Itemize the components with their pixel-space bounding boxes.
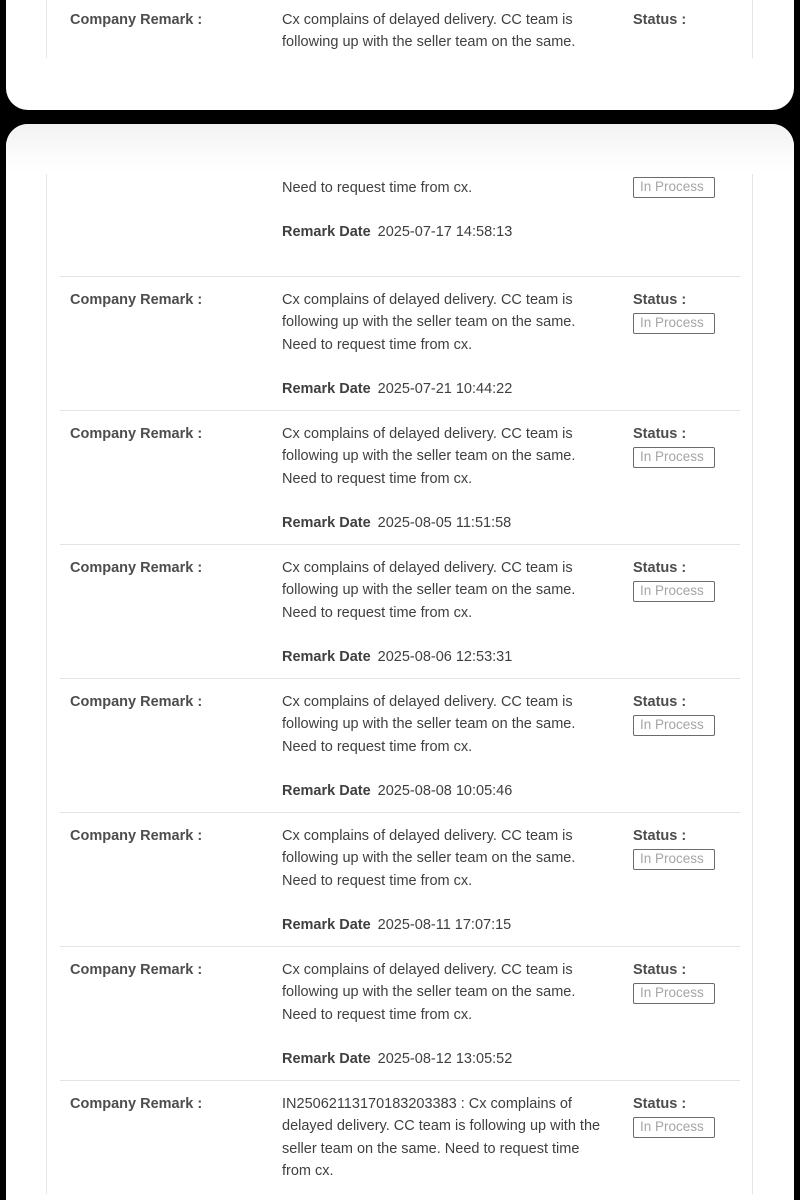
remark-date-label: Remark Date <box>282 917 371 933</box>
status-badge: In Process <box>633 849 715 870</box>
company-remark-label: Company Remark : <box>70 560 203 576</box>
table-border-left <box>46 0 47 58</box>
status-label: Status : <box>633 292 687 308</box>
remark-date <box>282 1051 512 1067</box>
remark-date-label: Remark Date <box>282 224 371 240</box>
status-badge: In Process <box>633 1117 715 1138</box>
remark-text: Cx complains of delayed delivery. CC team is following up with the seller team on the same. Need to request time from cx. <box>282 292 576 353</box>
card-header-fade <box>6 124 794 174</box>
status-badge: In Process <box>633 177 715 198</box>
remark-date-value: 2025-08-08 10:05:46 <box>377 783 513 799</box>
remark-text: Cx complains of delayed delivery. CC team is following up with the seller team on the same. Need to request time from cx. <box>282 694 576 755</box>
remark-text: IN25062113170183203383 : Cx complains of delayed delivery. CC team is following up with the seller team on the same. Need to request time from cx. <box>282 1096 601 1179</box>
remark-date <box>282 783 512 799</box>
remark-text: Need to request time from cx. <box>282 180 473 196</box>
remark-text: Cx complains of delayed delivery. CC team is following up with the seller team on the same. Need to request time from cx. <box>282 962 576 1023</box>
status-badge: In Process <box>633 715 715 736</box>
remark-row <box>60 277 740 411</box>
remark-date-label: Remark Date <box>282 783 371 799</box>
table-border-right <box>752 174 753 1194</box>
remark-date-value: 2025-08-11 17:07:15 <box>377 917 512 933</box>
remark-date-label: Remark Date <box>282 515 371 531</box>
remark-date-value: 2025-07-21 10:44:22 <box>377 381 513 397</box>
status-label: Status : <box>633 694 687 710</box>
remark-row <box>60 411 740 545</box>
remark-date <box>282 381 512 397</box>
remark-date-label: Remark Date <box>282 649 371 665</box>
company-remark-label: Company Remark : <box>70 962 203 978</box>
remark-date <box>282 515 511 531</box>
remark-text: Cx complains of delayed delivery. CC team is following up with the seller team on the same. Need to request time from cx. <box>282 560 576 621</box>
remark-text: Cx complains of delayed delivery. CC team is following up with the seller team on the same. <box>282 12 576 51</box>
status-badge: In Process <box>633 447 715 468</box>
remark-date-label: Remark Date <box>282 381 371 397</box>
remark-date <box>282 917 511 933</box>
status-badge: In Process <box>633 983 715 1004</box>
remark-text: Cx complains of delayed delivery. CC team is following up with the seller team on the same. Need to request time from cx. <box>282 828 576 889</box>
status-badge: In Process <box>633 581 715 602</box>
company-remark-label: Company Remark : <box>70 1096 203 1112</box>
status-label: Status : <box>633 962 687 978</box>
status-label: Status : <box>633 12 687 28</box>
table-border-right <box>752 0 753 58</box>
status-label: Status : <box>633 426 687 442</box>
company-remark-label: Company Remark : <box>70 694 203 710</box>
status-label: Status : <box>633 560 687 576</box>
remark-text: Cx complains of delayed delivery. CC team is following up with the seller team on the same. Need to request time from cx. <box>282 426 576 487</box>
remark-row <box>60 545 740 679</box>
remark-date <box>282 224 512 240</box>
remark-date-value: 2025-08-12 13:05:52 <box>377 1051 513 1067</box>
previous-remark-card <box>6 0 794 110</box>
remark-date-label: Remark Date <box>282 1051 371 1067</box>
remark-row <box>60 679 740 813</box>
status-label: Status : <box>633 828 687 844</box>
remark-date-value: 2025-08-05 11:51:58 <box>377 515 512 531</box>
remark-date-value: 2025-08-06 12:53:31 <box>377 649 513 665</box>
table-border-left <box>46 174 47 1194</box>
company-remark-label: Company Remark : <box>70 12 203 28</box>
remark-date-value: 2025-07-17 14:58:13 <box>377 224 513 240</box>
remark-row <box>60 947 740 1081</box>
status-label: Status : <box>633 1096 687 1112</box>
remark-date <box>282 649 512 665</box>
company-remark-label: Company Remark : <box>70 292 203 308</box>
company-remark-label: Company Remark : <box>70 426 203 442</box>
remark-row <box>60 813 740 947</box>
status-badge: In Process <box>633 313 715 334</box>
remark-history-card <box>6 124 794 1200</box>
remark-row <box>60 1081 740 1200</box>
company-remark-label: Company Remark : <box>70 828 203 844</box>
remark-row <box>60 174 740 277</box>
